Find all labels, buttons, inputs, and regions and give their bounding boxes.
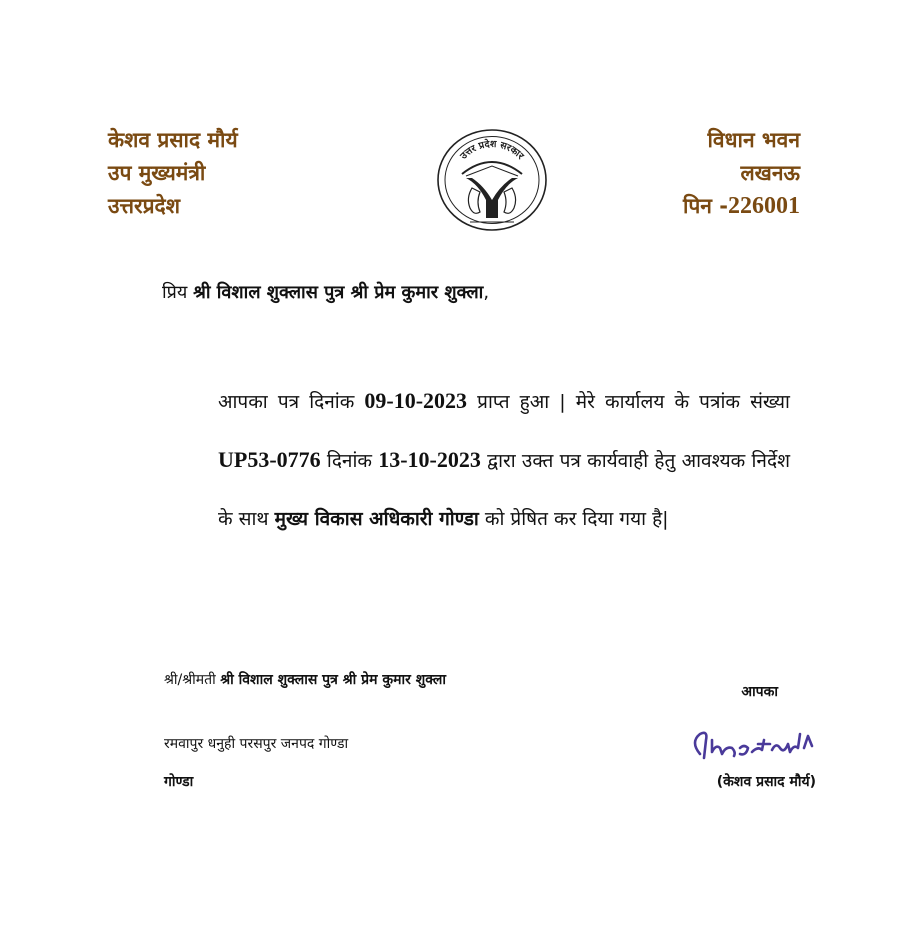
sender-block — [108, 124, 238, 223]
body-text-4: द्वारा उक्त पत्र कार्यवाही हेतु आवश्यक निर्देश के साथ — [218, 450, 790, 530]
emblem-text: उत्तर प्रदेश सरकार — [458, 138, 526, 162]
office-pin — [683, 190, 800, 223]
recipient-address: रमवापुर धनुही परसपुर जनपद गोण्डा — [164, 736, 349, 752]
forwarded-officer: मुख्य विकास अधिकारी गोण्डा — [274, 508, 479, 530]
body-text-3: दिनांक — [320, 450, 379, 472]
recipient-name-block — [164, 670, 466, 691]
signatory-name: (केशव प्रसाद मौर्य) — [716, 774, 816, 790]
office-address-block — [683, 124, 800, 223]
body-text-2: प्राप्त हुआ | मेरे कार्यालय के पत्रांक संख्या — [467, 391, 790, 413]
state-emblem-icon — [436, 128, 548, 232]
letter-date: 09-10-2023 — [364, 388, 468, 413]
salutation-prefix: प्रिय — [162, 282, 194, 303]
recipient-district: गोण्डा — [164, 774, 194, 790]
reference-date: 13-10-2023 — [378, 447, 481, 472]
salutation-name: श्री विशाल शुक्लास पुत्र श्री प्रेम कुमार शुक्ला — [193, 282, 484, 303]
body-text-5: को प्रेषित कर दिया गया है| — [478, 508, 669, 530]
svg-text:उत्तर प्रदेश सरकार — [458, 138, 527, 163]
salutation — [162, 280, 489, 304]
office-building: विधान भवन — [707, 128, 800, 152]
recipient-prefix: श्री/श्रीमती — [164, 672, 221, 688]
pin-number: 226001 — [728, 193, 800, 219]
sender-state: उत्तरप्रदेश — [108, 194, 180, 218]
salutation-suffix: , — [483, 282, 490, 303]
recipient-name: श्री विशाल शुक्लास पुत्र श्री प्रेम कुमार शुक्ला — [220, 672, 446, 688]
closing-yours: आपका — [741, 684, 778, 700]
body-text-1: आपका पत्र दिनांक — [218, 391, 365, 413]
sender-name: केशव प्रसाद मौर्य — [108, 128, 238, 152]
signature-icon — [686, 718, 826, 766]
sender-designation: उप मुख्यमंत्री — [108, 161, 206, 185]
pin-label: पिन - — [682, 194, 728, 218]
letter-body — [218, 372, 790, 548]
office-city: लखनऊ — [740, 161, 800, 185]
reference-number: UP53-0776 — [218, 447, 321, 472]
